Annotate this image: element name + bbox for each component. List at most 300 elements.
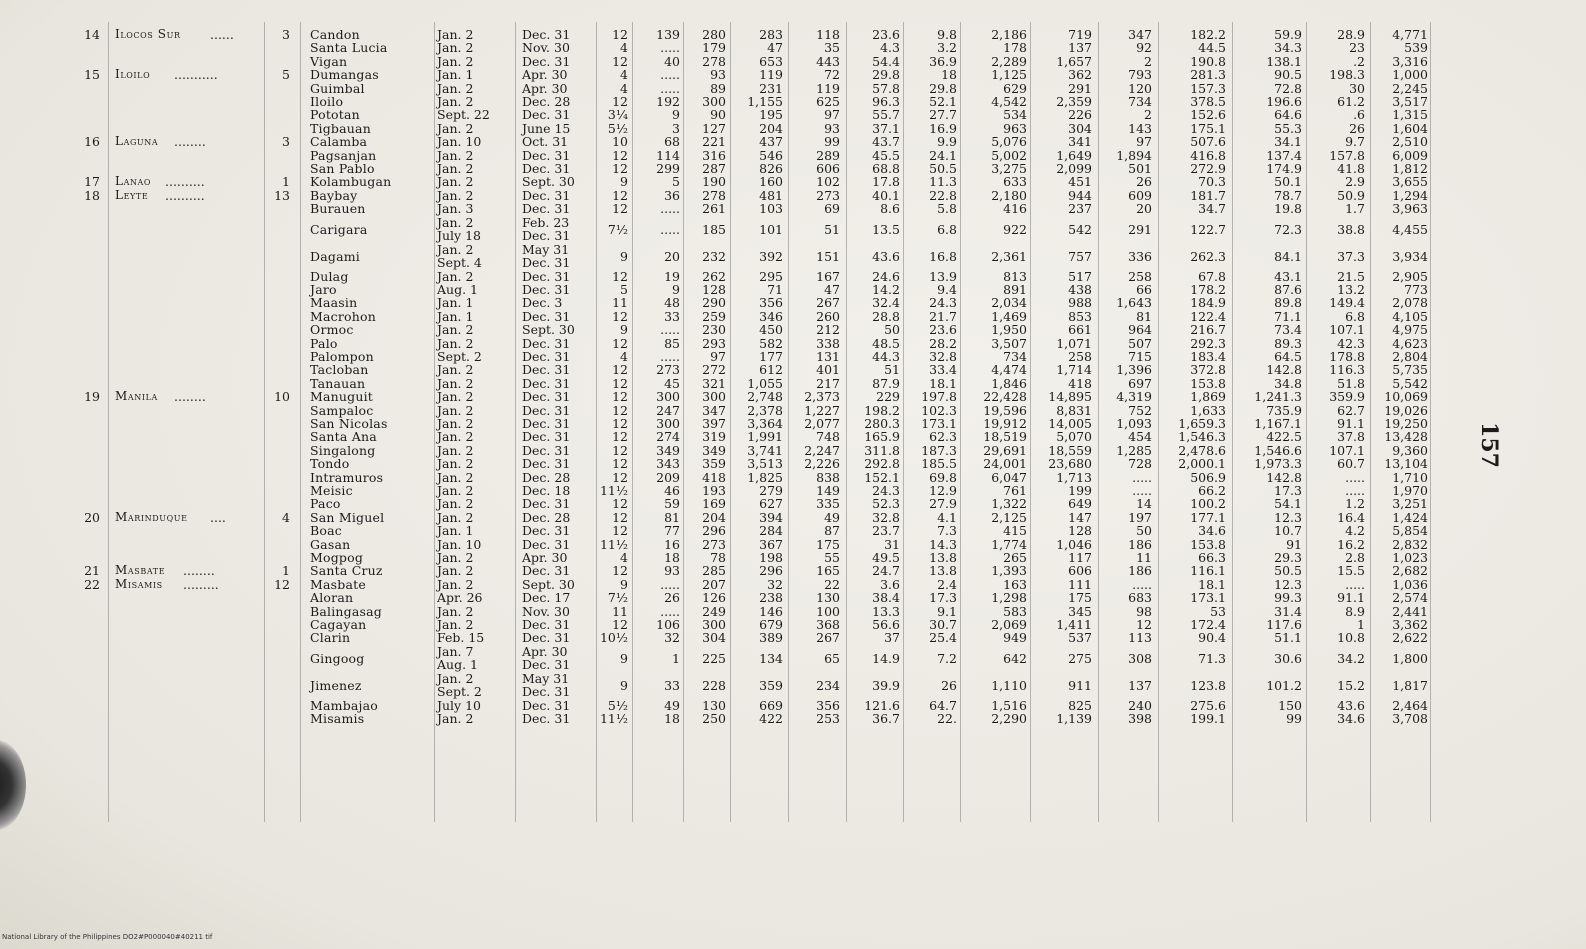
value-col-11: 182.2 bbox=[1190, 27, 1226, 42]
date-to: Dec. 31 bbox=[522, 282, 571, 297]
value-col-8: 3,275 bbox=[991, 161, 1027, 176]
value-col-7: 24.3 bbox=[929, 295, 957, 311]
value-col-6: 37.1 bbox=[872, 120, 900, 136]
province-name: Marinduque bbox=[115, 509, 188, 524]
date-to: Dec. 31 bbox=[522, 496, 571, 512]
value-col-11: 90.4 bbox=[1198, 630, 1226, 646]
value-col-9: 237 bbox=[1068, 201, 1092, 217]
value-col-12: 17.3 bbox=[1274, 483, 1302, 498]
date-to: Dec. 31 bbox=[522, 389, 571, 405]
value-col-14: 2,510 bbox=[1392, 134, 1428, 150]
date-to: Dec. 31 bbox=[522, 523, 571, 539]
value-col-6: 49.5 bbox=[872, 550, 900, 565]
value-col-6: 40.1 bbox=[872, 187, 900, 203]
value-col-7: 28.2 bbox=[929, 335, 957, 351]
value-col-13: 198.3 bbox=[1329, 67, 1365, 83]
value-col-4: 198 bbox=[759, 550, 783, 565]
value-col-14: 2,682 bbox=[1392, 563, 1428, 579]
value-col-9: 226 bbox=[1068, 107, 1092, 123]
value-col-6: 57.8 bbox=[872, 80, 900, 96]
value-col-14: 19,026 bbox=[1384, 402, 1428, 418]
value-col-1: 12 bbox=[612, 268, 628, 284]
table-row bbox=[0, 162, 1586, 175]
value-col-2: 20 bbox=[664, 248, 680, 264]
date-from: Jan. 2 bbox=[437, 563, 474, 579]
date-from: Jan. 2 bbox=[437, 603, 474, 619]
value-col-2: 48 bbox=[664, 295, 680, 311]
municipality: Palompon bbox=[310, 349, 374, 364]
date-from: Jan. 7 Aug. 1 bbox=[437, 643, 478, 672]
value-col-9: 147 bbox=[1068, 509, 1092, 525]
municipality: Iloilo bbox=[310, 94, 344, 109]
value-col-6: 54.4 bbox=[872, 53, 900, 69]
table-row bbox=[0, 122, 1586, 135]
value-col-8: 963 bbox=[1003, 120, 1027, 136]
value-col-9: 275 bbox=[1068, 650, 1092, 666]
value-col-4: 284 bbox=[759, 523, 783, 539]
value-col-11: 67.8 bbox=[1198, 268, 1226, 284]
table-row bbox=[0, 216, 1586, 243]
value-col-10: ..... bbox=[1132, 576, 1152, 592]
date-to: Apr. 30 bbox=[522, 550, 568, 565]
value-col-3: 249 bbox=[702, 603, 726, 619]
value-col-11: 175.1 bbox=[1190, 120, 1226, 136]
value-col-12: 1,546.6 bbox=[1254, 442, 1302, 458]
value-col-13: 42.3 bbox=[1337, 335, 1365, 351]
value-col-4: 1,825 bbox=[747, 469, 783, 485]
value-col-5: 260 bbox=[816, 308, 840, 324]
value-col-5: 401 bbox=[816, 362, 840, 378]
value-col-10: 291 bbox=[1128, 221, 1152, 237]
value-col-14: 4,105 bbox=[1392, 308, 1428, 324]
value-col-12: 137.4 bbox=[1266, 147, 1302, 163]
value-col-2: 1 bbox=[672, 650, 680, 666]
value-col-11: 18.1 bbox=[1198, 576, 1226, 592]
value-col-12: 29.3 bbox=[1274, 550, 1302, 565]
value-col-2: 139 bbox=[656, 27, 680, 42]
value-col-10: 964 bbox=[1128, 322, 1152, 338]
table-row bbox=[0, 457, 1586, 470]
value-col-7: 197.8 bbox=[921, 389, 957, 405]
date-to: Dec. 31 bbox=[522, 456, 571, 472]
value-col-7: 185.5 bbox=[921, 456, 957, 472]
date-to: Dec. 31 bbox=[522, 563, 571, 579]
value-col-12: 10.7 bbox=[1274, 523, 1302, 539]
value-col-11: 71.3 bbox=[1198, 650, 1226, 666]
value-col-9: 258 bbox=[1068, 349, 1092, 364]
table-row bbox=[0, 243, 1586, 270]
table-row bbox=[0, 444, 1586, 457]
table-row bbox=[0, 591, 1586, 604]
value-col-1: 12 bbox=[612, 496, 628, 512]
value-col-5: 167 bbox=[816, 268, 840, 284]
date-from: Jan. 2 bbox=[437, 322, 474, 338]
value-col-13: ..... bbox=[1345, 483, 1365, 498]
value-col-2: ..... bbox=[660, 349, 680, 364]
value-col-6: 51 bbox=[884, 362, 900, 378]
value-col-6: 14.9 bbox=[872, 650, 900, 666]
value-col-1: 12 bbox=[612, 94, 628, 109]
value-col-14: 1,036 bbox=[1392, 576, 1428, 592]
date-from: Jan. 2 Sept. 2 bbox=[437, 670, 482, 699]
value-col-9: 175 bbox=[1068, 590, 1092, 606]
value-col-14: 773 bbox=[1404, 282, 1428, 297]
value-col-7: 24.1 bbox=[929, 147, 957, 163]
value-col-12: 55.3 bbox=[1274, 120, 1302, 136]
value-col-4: 389 bbox=[759, 630, 783, 646]
date-from: Feb. 15 bbox=[437, 630, 485, 646]
table-row bbox=[0, 699, 1586, 712]
value-col-4: 1,155 bbox=[747, 94, 783, 109]
value-col-5: 118 bbox=[816, 27, 840, 42]
value-col-8: 2,125 bbox=[991, 509, 1027, 525]
value-col-7: 50.5 bbox=[929, 161, 957, 176]
value-col-5: 2,373 bbox=[804, 389, 840, 405]
value-col-11: 372.8 bbox=[1190, 362, 1226, 378]
table-row bbox=[0, 28, 1586, 41]
value-col-11: 53 bbox=[1210, 603, 1226, 619]
value-col-3: 418 bbox=[702, 469, 726, 485]
value-col-3: 287 bbox=[702, 161, 726, 176]
value-col-11: 1,633 bbox=[1190, 402, 1226, 418]
value-col-11: 378.5 bbox=[1190, 94, 1226, 109]
value-col-9: 341 bbox=[1068, 134, 1092, 150]
value-col-6: 8.6 bbox=[880, 201, 900, 217]
province-name: Misamis bbox=[115, 576, 163, 591]
value-col-14: 19,250 bbox=[1384, 416, 1428, 431]
value-col-5: 22 bbox=[824, 576, 840, 592]
date-from: Jan. 2 Sept. 4 bbox=[437, 241, 482, 270]
value-col-14: 6,009 bbox=[1392, 147, 1428, 163]
value-col-9: 14,005 bbox=[1048, 416, 1092, 431]
value-col-1: 11 bbox=[612, 295, 628, 311]
value-col-5: 102 bbox=[816, 174, 840, 190]
table-row bbox=[0, 363, 1586, 376]
municipality: Clarin bbox=[310, 630, 351, 646]
municipality: Vigan bbox=[310, 53, 348, 69]
value-col-9: 537 bbox=[1068, 630, 1092, 646]
value-col-4: 356 bbox=[759, 295, 783, 311]
leader-dots: ......... bbox=[183, 576, 219, 592]
value-col-6: 96.3 bbox=[872, 94, 900, 109]
value-col-4: 283 bbox=[759, 27, 783, 42]
value-col-6: 32.4 bbox=[872, 295, 900, 311]
value-col-7: 21.7 bbox=[929, 308, 957, 324]
value-col-12: 34.1 bbox=[1274, 134, 1302, 150]
municipality: Dagami bbox=[310, 248, 360, 264]
value-col-12: 78.7 bbox=[1274, 187, 1302, 203]
municipality: Santa Lucia bbox=[310, 40, 388, 56]
value-col-11: 178.2 bbox=[1190, 282, 1226, 297]
value-col-10: 186 bbox=[1128, 563, 1152, 579]
table-row bbox=[0, 524, 1586, 537]
value-col-5: 65 bbox=[824, 650, 840, 666]
date-to: Dec. 31 bbox=[522, 402, 571, 418]
value-col-8: 5,076 bbox=[991, 134, 1027, 150]
municipality: Pototan bbox=[310, 107, 360, 123]
value-col-2: 209 bbox=[656, 469, 680, 485]
date-to: Dec. 31 bbox=[522, 375, 571, 391]
value-col-11: 199.1 bbox=[1190, 711, 1226, 727]
date-to: Dec. 31 bbox=[522, 187, 571, 203]
value-col-3: 300 bbox=[702, 389, 726, 405]
value-col-9: 199 bbox=[1068, 483, 1092, 498]
table-row bbox=[0, 511, 1586, 524]
value-col-6: 50 bbox=[884, 322, 900, 338]
table-row bbox=[0, 337, 1586, 350]
date-to: Nov. 30 bbox=[522, 40, 570, 56]
value-col-12: 99 bbox=[1286, 711, 1302, 727]
value-col-10: 793 bbox=[1128, 67, 1152, 83]
date-to: Dec. 31 bbox=[522, 53, 571, 69]
value-col-5: 748 bbox=[816, 429, 840, 445]
value-col-8: 2,069 bbox=[991, 617, 1027, 632]
municipality: Tondo bbox=[310, 456, 350, 472]
value-col-1: 4 bbox=[620, 67, 628, 83]
value-col-4: 231 bbox=[759, 80, 783, 96]
value-col-5: 49 bbox=[824, 509, 840, 525]
value-col-12: 174.9 bbox=[1266, 161, 1302, 176]
value-col-7: 9.9 bbox=[937, 134, 957, 150]
value-col-2: 300 bbox=[656, 389, 680, 405]
value-col-14: 3,963 bbox=[1392, 201, 1428, 217]
province-name: Ilocos Sur bbox=[115, 27, 181, 41]
province-name: Laguna bbox=[115, 134, 159, 149]
date-from: Jan. 10 bbox=[437, 134, 482, 150]
municipality: Mogpog bbox=[310, 550, 364, 565]
value-col-8: 2,290 bbox=[991, 711, 1027, 727]
value-col-13: 6.8 bbox=[1345, 308, 1365, 324]
value-col-5: 35 bbox=[824, 40, 840, 56]
value-col-4: 1,991 bbox=[747, 429, 783, 445]
municipality: San Pablo bbox=[310, 161, 375, 176]
value-col-5: 625 bbox=[816, 94, 840, 109]
value-col-4: 71 bbox=[767, 282, 783, 297]
value-col-1: 12 bbox=[612, 456, 628, 472]
value-col-9: 2,359 bbox=[1056, 94, 1092, 109]
table-row bbox=[0, 310, 1586, 323]
value-col-10: 4,319 bbox=[1116, 389, 1152, 405]
table-row bbox=[0, 564, 1586, 577]
value-col-12: 422.5 bbox=[1266, 429, 1302, 445]
value-col-5: 2,077 bbox=[804, 416, 840, 431]
value-col-13: 37.8 bbox=[1337, 429, 1365, 445]
value-col-13: 51.8 bbox=[1337, 375, 1365, 391]
value-col-6: 48.5 bbox=[872, 335, 900, 351]
value-col-3: 130 bbox=[702, 697, 726, 713]
value-col-9: 451 bbox=[1068, 174, 1092, 190]
date-from: Jan. 2 bbox=[437, 187, 474, 203]
value-col-9: 362 bbox=[1068, 67, 1092, 83]
value-col-4: 101 bbox=[759, 221, 783, 237]
value-col-4: 437 bbox=[759, 134, 783, 150]
value-col-10: 454 bbox=[1128, 429, 1152, 445]
value-col-14: 3,934 bbox=[1392, 248, 1428, 264]
value-col-1: 12 bbox=[612, 147, 628, 163]
value-col-5: 99 bbox=[824, 134, 840, 150]
value-col-3: 304 bbox=[702, 630, 726, 646]
value-col-9: 23,680 bbox=[1048, 456, 1092, 472]
table-row bbox=[0, 605, 1586, 618]
value-col-6: 24.3 bbox=[872, 483, 900, 498]
value-col-9: 517 bbox=[1068, 268, 1092, 284]
leader-dots: ........ bbox=[174, 389, 206, 405]
value-col-1: 12 bbox=[612, 53, 628, 69]
value-col-5: 51 bbox=[824, 221, 840, 237]
value-col-8: 22,428 bbox=[983, 389, 1027, 405]
value-col-3: 359 bbox=[702, 456, 726, 472]
value-col-5: 130 bbox=[816, 590, 840, 606]
date-from: Jan. 2 bbox=[437, 120, 474, 136]
value-col-13: 116.3 bbox=[1329, 362, 1365, 378]
value-col-10: 240 bbox=[1128, 697, 1152, 713]
municipality: Tanauan bbox=[310, 375, 366, 391]
date-from: Jan. 2 bbox=[437, 80, 474, 96]
row-number: 14 bbox=[84, 27, 100, 42]
value-col-8: 416 bbox=[1003, 201, 1027, 217]
date-from: Jan. 1 bbox=[437, 295, 474, 311]
value-col-1: 7½ bbox=[607, 590, 628, 606]
table-row bbox=[0, 538, 1586, 551]
value-col-13: 30 bbox=[1349, 80, 1365, 96]
value-col-12: 54.1 bbox=[1274, 496, 1302, 512]
table-row bbox=[0, 350, 1586, 363]
value-col-14: 1,000 bbox=[1392, 67, 1428, 83]
value-col-7: 7.3 bbox=[937, 523, 957, 539]
value-col-11: 66.2 bbox=[1198, 483, 1226, 498]
date-from: Jan. 2 bbox=[437, 483, 474, 498]
value-col-9: 606 bbox=[1068, 563, 1092, 579]
date-to: Dec. 31 bbox=[522, 201, 571, 217]
value-col-12: 142.8 bbox=[1266, 362, 1302, 378]
date-from: Jan. 1 bbox=[437, 67, 474, 83]
date-from: Jan. 2 bbox=[437, 161, 474, 176]
value-col-13: 15.2 bbox=[1337, 677, 1365, 693]
date-to: Dec. 31 bbox=[522, 27, 571, 42]
value-col-12: 142.8 bbox=[1266, 469, 1302, 485]
value-col-1: 9 bbox=[620, 677, 628, 693]
value-col-10: ..... bbox=[1132, 469, 1152, 485]
value-col-12: 30.6 bbox=[1274, 650, 1302, 666]
value-col-6: 45.5 bbox=[872, 147, 900, 163]
value-col-6: 32.8 bbox=[872, 509, 900, 525]
value-col-2: ..... bbox=[660, 576, 680, 592]
table-row bbox=[0, 390, 1586, 403]
value-col-13: 23 bbox=[1349, 40, 1365, 56]
date-from: Jan. 2 bbox=[437, 389, 474, 405]
date-to: May 31 Dec. 31 bbox=[522, 241, 571, 270]
province-name: Iloilo bbox=[115, 67, 151, 82]
date-to: Dec. 31 bbox=[522, 416, 571, 431]
station-count: 1 bbox=[282, 563, 290, 579]
value-col-11: 34.7 bbox=[1198, 201, 1226, 217]
value-col-8: 734 bbox=[1003, 349, 1027, 364]
value-col-11: 262.3 bbox=[1190, 248, 1226, 264]
value-col-1: 10 bbox=[612, 134, 628, 150]
value-col-1: 5½ bbox=[607, 697, 628, 713]
value-col-12: 117.6 bbox=[1266, 617, 1302, 632]
value-col-7: 14.3 bbox=[929, 536, 957, 552]
date-to: Dec. 31 bbox=[522, 536, 571, 552]
value-col-3: 278 bbox=[702, 53, 726, 69]
municipality: Tacloban bbox=[310, 362, 369, 378]
value-col-7: 9.8 bbox=[937, 27, 957, 42]
date-to: June 15 bbox=[522, 120, 571, 136]
municipality: Macrohon bbox=[310, 308, 376, 324]
value-col-9: 304 bbox=[1068, 120, 1092, 136]
value-col-6: 4.3 bbox=[880, 40, 900, 56]
value-col-5: 217 bbox=[816, 375, 840, 391]
value-col-14: 1,970 bbox=[1392, 483, 1428, 498]
value-col-7: 11.3 bbox=[929, 174, 957, 190]
date-to: Dec. 31 bbox=[522, 617, 571, 632]
value-col-14: 13,428 bbox=[1384, 429, 1428, 445]
value-col-9: 14,895 bbox=[1048, 389, 1092, 405]
value-col-3: 300 bbox=[702, 94, 726, 109]
value-col-12: 34.8 bbox=[1274, 375, 1302, 391]
value-col-14: 4,455 bbox=[1392, 221, 1428, 237]
value-col-8: 4,542 bbox=[991, 94, 1027, 109]
value-col-14: 9,360 bbox=[1392, 442, 1428, 458]
value-col-10: 1,285 bbox=[1116, 442, 1152, 458]
value-col-8: 1,110 bbox=[991, 677, 1027, 693]
value-col-4: 422 bbox=[759, 711, 783, 727]
date-to: Apr. 30 bbox=[522, 80, 568, 96]
value-col-12: 64.5 bbox=[1274, 349, 1302, 364]
value-col-4: 627 bbox=[759, 496, 783, 512]
value-col-1: 4 bbox=[620, 40, 628, 56]
value-col-5: 87 bbox=[824, 523, 840, 539]
table-row bbox=[0, 55, 1586, 68]
value-col-9: 5,070 bbox=[1056, 429, 1092, 445]
value-col-2: 343 bbox=[656, 456, 680, 472]
date-from: Jan. 2 bbox=[437, 429, 474, 445]
value-col-12: 1,167.1 bbox=[1254, 416, 1302, 431]
value-col-6: 13.3 bbox=[872, 603, 900, 619]
value-col-13: 178.8 bbox=[1329, 349, 1365, 364]
value-col-12: 19.8 bbox=[1274, 201, 1302, 217]
date-to: Apr. 30 Dec. 31 bbox=[522, 643, 571, 672]
table-row bbox=[0, 631, 1586, 644]
value-col-4: 546 bbox=[759, 147, 783, 163]
value-col-11: 1,869 bbox=[1190, 389, 1226, 405]
value-col-13: 34.6 bbox=[1337, 711, 1365, 727]
value-col-14: 4,771 bbox=[1392, 27, 1428, 42]
value-col-14: 2,078 bbox=[1392, 295, 1428, 311]
date-to: Feb. 23 Dec. 31 bbox=[522, 214, 571, 243]
leader-dots: ........ bbox=[174, 134, 206, 150]
value-col-1: 12 bbox=[612, 509, 628, 525]
value-col-12: 735.9 bbox=[1266, 402, 1302, 418]
value-col-5: 356 bbox=[816, 697, 840, 713]
value-col-13: 359.9 bbox=[1329, 389, 1365, 405]
municipality: Tigbauan bbox=[310, 120, 371, 136]
value-col-3: 285 bbox=[702, 563, 726, 579]
municipality: Carigara bbox=[310, 221, 368, 237]
value-col-4: 103 bbox=[759, 201, 783, 217]
value-col-11: 507.6 bbox=[1190, 134, 1226, 150]
value-col-6: 311.8 bbox=[864, 442, 900, 458]
municipality: Boac bbox=[310, 523, 342, 539]
value-col-2: 81 bbox=[664, 509, 680, 525]
value-col-7: 18.1 bbox=[929, 375, 957, 391]
value-col-2: 49 bbox=[664, 697, 680, 713]
value-col-2: ..... bbox=[660, 221, 680, 237]
value-col-1: 9 bbox=[620, 322, 628, 338]
value-col-9: 988 bbox=[1068, 295, 1092, 311]
value-col-5: 443 bbox=[816, 53, 840, 69]
municipality: Singalong bbox=[310, 442, 376, 458]
